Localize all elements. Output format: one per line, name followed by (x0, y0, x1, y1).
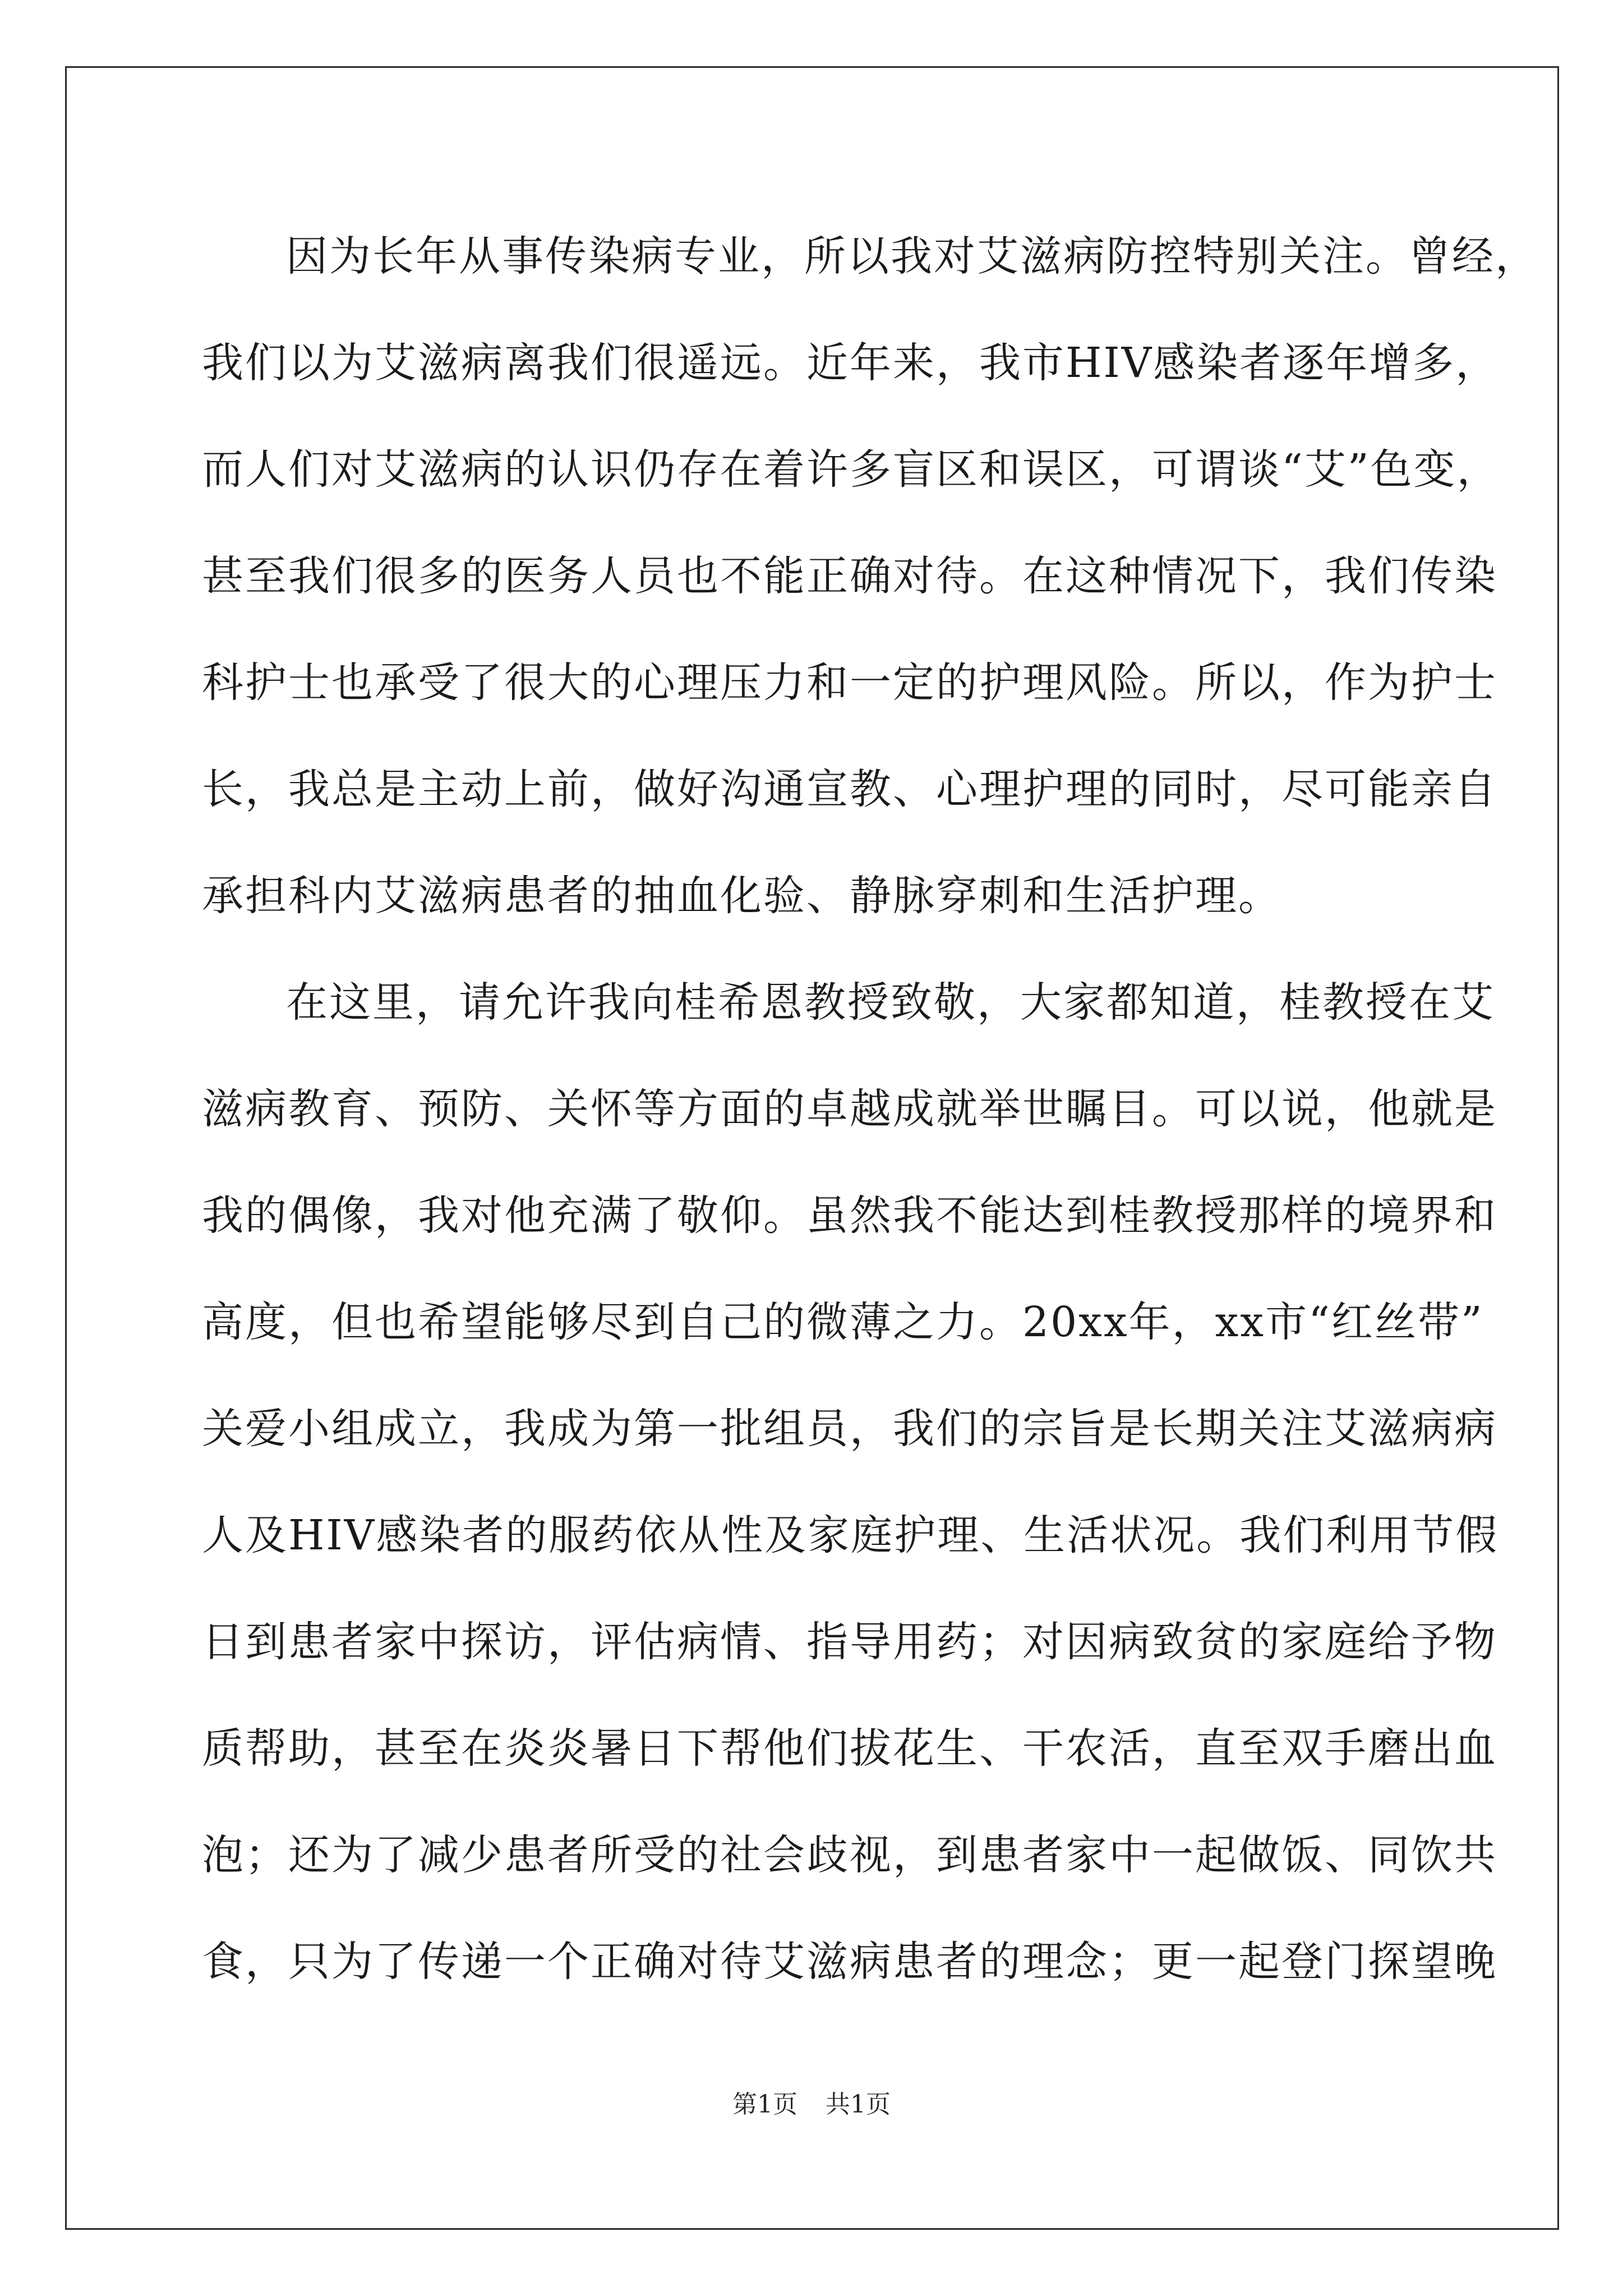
paragraph-2-line-9: 泡；还为了减少患者所受的社会歧视，到患者家中一起做饭、同饮共 (202, 1831, 1497, 1879)
page-footer (0, 2088, 1623, 2122)
paragraph-1-line-3: 而人们对艾滋病的认识仍存在着许多盲区和误区，可谓谈“艾”色变， (202, 445, 1500, 494)
document-body (202, 203, 1538, 2015)
paragraph-1-line-1: 因为长年从事传染病专业，所以我对艾滋病防控特别关注。曾经， (286, 232, 1538, 280)
paragraph-2-line-8: 质帮助，甚至在炎炎暑日下帮他们拔花生、干农活，直至双手磨出血 (202, 1724, 1497, 1773)
paragraph-2-line-7: 日到患者家中探访，评估病情、指导用药；对因病致贫的家庭给予物 (202, 1618, 1497, 1666)
paragraph-2-line-10: 食，只为了传递一个正确对待艾滋病患者的理念；更一起登门探望晚 (202, 1938, 1497, 1986)
paragraph-2-line-2: 滋病教育、预防、关怀等方面的卓越成就举世瞩目。可以说，他就是 (202, 1085, 1497, 1133)
paragraph-2-line-1: 在这里，请允许我向桂希恩教授致敬，大家都知道，桂教授在艾 (286, 978, 1495, 1027)
total-pages-label: 共1页 (826, 2090, 891, 2119)
paragraph-1-line-2: 我们以为艾滋病离我们很遥远。近年来，我市HIV感染者逐年增多， (202, 339, 1499, 387)
paragraph-1-line-6: 长，我总是主动上前，做好沟通宣教、心理护理的同时，尽可能亲自 (202, 765, 1497, 813)
paragraph-1-line-7: 承担科内艾滋病患者的抽血化验、静脉穿刺和生活护理。 (202, 872, 1281, 920)
paragraph-2-line-6: 人及HIV感染者的服药依从性及家庭护理、生活状况。我们利用节假 (202, 1511, 1499, 1559)
paragraph-2-line-3: 我的偶像，我对他充满了敬仰。虽然我不能达到桂教授那样的境界和 (202, 1191, 1497, 1240)
paragraph-1-line-5: 科护士也承受了很大的心理压力和一定的护理风险。所以，作为护士 (202, 659, 1497, 707)
paragraph-2-line-5: 关爱小组成立，我成为第一批组员，我们的宗旨是长期关注艾滋病病 (202, 1405, 1497, 1453)
paragraph-1-line-4: 甚至我们很多的医务人员也不能正确对待。在这种情况下，我们传染 (202, 552, 1497, 600)
page-number-label: 第1页 (732, 2090, 797, 2119)
paragraph-2-line-4: 高度，但也希望能够尽到自己的微薄之力。20xx年，xx市“红丝带” (202, 1298, 1484, 1346)
